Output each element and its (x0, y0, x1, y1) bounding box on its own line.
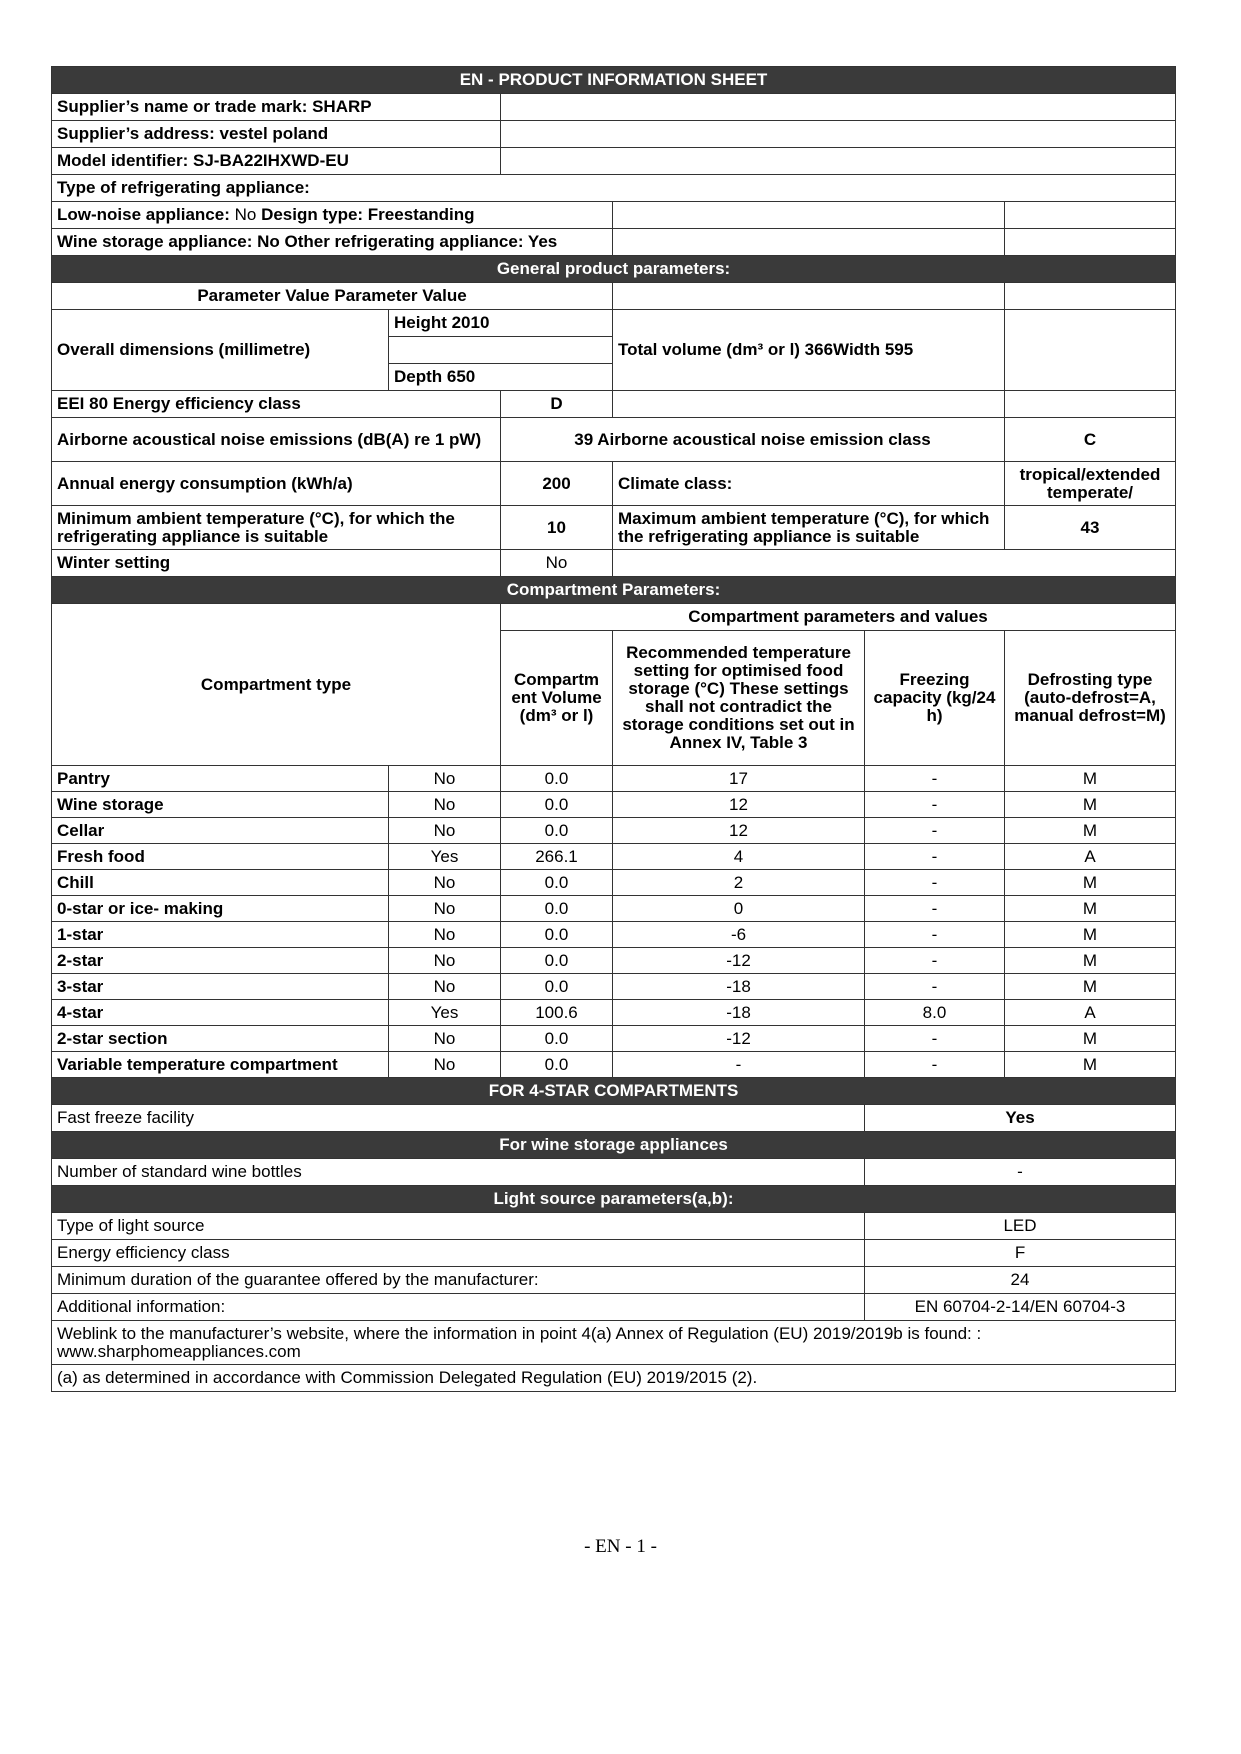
light-type-value: LED (865, 1213, 1176, 1240)
empty-cell (1005, 310, 1176, 391)
guarantee-label: Minimum duration of the guarantee offered by the manufacturer: (52, 1267, 865, 1294)
compartment-name: 2-star (52, 948, 389, 974)
compartment-volume: 0.0 (501, 974, 613, 1000)
compartment-row (52, 818, 1176, 844)
max-temp-value: 43 (1005, 506, 1176, 550)
depth-value: Depth 650 (389, 364, 613, 391)
compartment-name: 4-star (52, 1000, 389, 1026)
compartment-name: Chill (52, 870, 389, 896)
compartment-row (52, 1052, 1176, 1078)
min-temp-label: Minimum ambient temperature (°C), for which the refrigerating appliance is suitable (52, 506, 501, 550)
compartment-defrost-type: M (1005, 922, 1176, 948)
compartment-name: 1-star (52, 922, 389, 948)
compartment-name: 3-star (52, 974, 389, 1000)
compartment-name: Pantry (52, 766, 389, 792)
supplier-address: Supplier’s address: vestel poland (52, 121, 501, 148)
compartment-temperature: -12 (613, 1026, 865, 1052)
compartment-row (52, 766, 1176, 792)
compartment-temperature: - (613, 1052, 865, 1078)
compartment-name: 0-star or ice- making (52, 896, 389, 922)
empty-cell (501, 148, 1176, 175)
guarantee-value: 24 (865, 1267, 1176, 1294)
parameter-value-header: Parameter Value Parameter Value (52, 283, 613, 310)
noise-emissions-value: 39 Airborne acoustical noise emission class (501, 418, 1005, 462)
compartment-present: No (389, 1026, 501, 1052)
total-volume: Total volume (dm³ or l) 366Width 595 (613, 310, 1005, 391)
empty-cell (613, 283, 1005, 310)
height-value: Height 2010 (389, 310, 613, 337)
light-type-label: Type of light source (52, 1213, 865, 1240)
compartment-freezing-capacity: - (865, 1052, 1005, 1078)
appliance-type: Type of refrigerating appliance: (52, 175, 1176, 202)
compartment-defrost-type: M (1005, 948, 1176, 974)
compartment-temperature: 4 (613, 844, 865, 870)
wine-bottles-value: - (865, 1159, 1176, 1186)
compartment-present: Yes (389, 1000, 501, 1026)
compartment-row (52, 1000, 1176, 1026)
compartment-volume: 100.6 (501, 1000, 613, 1026)
wine-other-appliance: Wine storage appliance: No Other refrigerating appliance: Yes (52, 229, 613, 256)
compartment-freezing-capacity: - (865, 792, 1005, 818)
compartment-volume: 0.0 (501, 1026, 613, 1052)
compartment-freezing-capacity: - (865, 766, 1005, 792)
annual-energy-label: Annual energy consumption (kWh/a) (52, 462, 501, 506)
eei-energy-class-label: EEI 80 Energy efficiency class (52, 391, 501, 418)
compartment-present: No (389, 896, 501, 922)
compartment-row (52, 948, 1176, 974)
max-temp-label: Maximum ambient temperature (°C), for which the refrigerating appliance is suitable (613, 506, 1005, 550)
width-value-empty (389, 337, 613, 364)
noise-emissions-label: Airborne acoustical noise emissions (dB(A) re 1 pW) (52, 418, 501, 462)
compartment-volume: 0.0 (501, 1052, 613, 1078)
empty-cell (1005, 391, 1176, 418)
compartment-row (52, 922, 1176, 948)
empty-cell (1005, 229, 1176, 256)
product-information-table (51, 66, 1176, 1392)
overall-dimensions-label: Overall dimensions (millimetre) (52, 310, 389, 391)
compartment-freezing-capacity: - (865, 1026, 1005, 1052)
sheet-title: EN - PRODUCT INFORMATION SHEET (52, 67, 1176, 94)
compartment-temperature: -12 (613, 948, 865, 974)
regulation-note: (a) as determined in accordance with Commission Delegated Regulation (EU) 2019/2015 (2). (52, 1365, 1176, 1392)
compartment-defrost-type: M (1005, 1052, 1176, 1078)
compartment-present: No (389, 974, 501, 1000)
empty-cell (501, 94, 1176, 121)
col-freezing-header: Freezing capacity (kg/24 h) (865, 631, 1005, 766)
compartment-volume: 0.0 (501, 896, 613, 922)
compartment-parameters-header: Compartment Parameters: (52, 577, 1176, 604)
compartment-defrost-type: M (1005, 766, 1176, 792)
compartment-present: No (389, 818, 501, 844)
compartment-row (52, 792, 1176, 818)
compartment-type-header: Compartment type (52, 604, 501, 766)
col-temp-header: Recommended temperature setting for optimised food storage (°C) These settings shall not contradict the storage conditions set out in Annex IV, Table 3 (613, 631, 865, 766)
light-class-label: Energy efficiency class (52, 1240, 865, 1267)
compartment-freezing-capacity: - (865, 974, 1005, 1000)
compartment-volume: 0.0 (501, 766, 613, 792)
compartment-volume: 0.0 (501, 948, 613, 974)
min-temp-value: 10 (501, 506, 613, 550)
compartment-row (52, 1026, 1176, 1052)
compartment-defrost-type: M (1005, 792, 1176, 818)
compartment-present: No (389, 1052, 501, 1078)
compartment-row (52, 870, 1176, 896)
empty-cell (501, 121, 1176, 148)
light-source-header: Light source parameters(a,b): (52, 1186, 1176, 1213)
compartment-defrost-type: M (1005, 896, 1176, 922)
compartment-name: Cellar (52, 818, 389, 844)
compartment-rows (52, 766, 1176, 1078)
compartment-freezing-capacity: - (865, 922, 1005, 948)
compartment-defrost-type: A (1005, 844, 1176, 870)
noise-class-value: C (1005, 418, 1176, 462)
compartment-freezing-capacity: - (865, 870, 1005, 896)
col-defrost-header: Defrosting type (auto-defrost=A, manual defrost=M) (1005, 631, 1176, 766)
compartment-freezing-capacity: - (865, 948, 1005, 974)
compartment-volume: 0.0 (501, 818, 613, 844)
compartment-present: No (389, 792, 501, 818)
compartment-volume: 0.0 (501, 792, 613, 818)
weblink-text: Weblink to the manufacturer’s website, where the information in point 4(a) Annex of Regulation (EU) 2019/2019b is found: : www.sharphomeappliances.com (52, 1321, 1176, 1365)
climate-class-label: Climate class: (613, 462, 1005, 506)
fast-freeze-label: Fast freeze facility (52, 1105, 865, 1132)
compartment-present: Yes (389, 844, 501, 870)
fast-freeze-value: Yes (865, 1105, 1176, 1132)
empty-cell (613, 202, 1005, 229)
compartment-name: 2-star section (52, 1026, 389, 1052)
compartment-row (52, 974, 1176, 1000)
compartment-freezing-capacity: - (865, 818, 1005, 844)
wine-bottles-label: Number of standard wine bottles (52, 1159, 865, 1186)
page-number: - EN - 1 - (584, 1536, 657, 1557)
empty-cell (1005, 283, 1176, 310)
additional-info-value: EN 60704-2-14/EN 60704-3 (865, 1294, 1176, 1321)
compartment-temperature: 0 (613, 896, 865, 922)
compartment-temperature: 17 (613, 766, 865, 792)
compartment-name: Fresh food (52, 844, 389, 870)
col-volume-header: Compartm ent Volume (dm³ or l) (501, 631, 613, 766)
empty-cell (1005, 202, 1176, 229)
wine-storage-header: For wine storage appliances (52, 1132, 1176, 1159)
compartment-defrost-type: M (1005, 870, 1176, 896)
compartment-volume: 0.0 (501, 870, 613, 896)
compartment-defrost-type: M (1005, 818, 1176, 844)
compartment-temperature: -6 (613, 922, 865, 948)
compartment-values-header: Compartment parameters and values (501, 604, 1176, 631)
compartment-name: Variable temperature compartment (52, 1052, 389, 1078)
compartment-temperature: 2 (613, 870, 865, 896)
additional-info-label: Additional information: (52, 1294, 865, 1321)
compartment-freezing-capacity: - (865, 844, 1005, 870)
general-parameters-header: General product parameters: (52, 256, 1176, 283)
compartment-temperature: 12 (613, 818, 865, 844)
light-class-value: F (865, 1240, 1176, 1267)
compartment-name: Wine storage (52, 792, 389, 818)
winter-setting-label: Winter setting (52, 550, 501, 577)
compartment-row (52, 844, 1176, 870)
compartment-temperature: 12 (613, 792, 865, 818)
compartment-row (52, 896, 1176, 922)
compartment-present: No (389, 948, 501, 974)
winter-setting-value: No (501, 550, 613, 577)
compartment-present: No (389, 766, 501, 792)
compartment-temperature: -18 (613, 1000, 865, 1026)
model-identifier: Model identifier: SJ-BA22IHXWD-EU (52, 148, 501, 175)
compartment-defrost-type: M (1005, 974, 1176, 1000)
climate-class-value: tropical/extended temperate/ (1005, 462, 1176, 506)
compartment-volume: 266.1 (501, 844, 613, 870)
compartment-freezing-capacity: - (865, 896, 1005, 922)
compartment-defrost-type: A (1005, 1000, 1176, 1026)
energy-class-value: D (501, 391, 613, 418)
compartment-freezing-capacity: 8.0 (865, 1000, 1005, 1026)
empty-cell (613, 550, 1176, 577)
empty-cell (613, 229, 1005, 256)
compartment-present: No (389, 922, 501, 948)
supplier-name: Supplier’s name or trade mark: SHARP (52, 94, 501, 121)
compartment-present: No (389, 870, 501, 896)
compartment-temperature: -18 (613, 974, 865, 1000)
compartment-defrost-type: M (1005, 1026, 1176, 1052)
empty-cell (613, 391, 1005, 418)
annual-energy-value: 200 (501, 462, 613, 506)
low-noise-design-type: Low-noise appliance: No Design type: Freestanding (52, 202, 613, 229)
four-star-header: FOR 4-STAR COMPARTMENTS (52, 1078, 1176, 1105)
compartment-volume: 0.0 (501, 922, 613, 948)
